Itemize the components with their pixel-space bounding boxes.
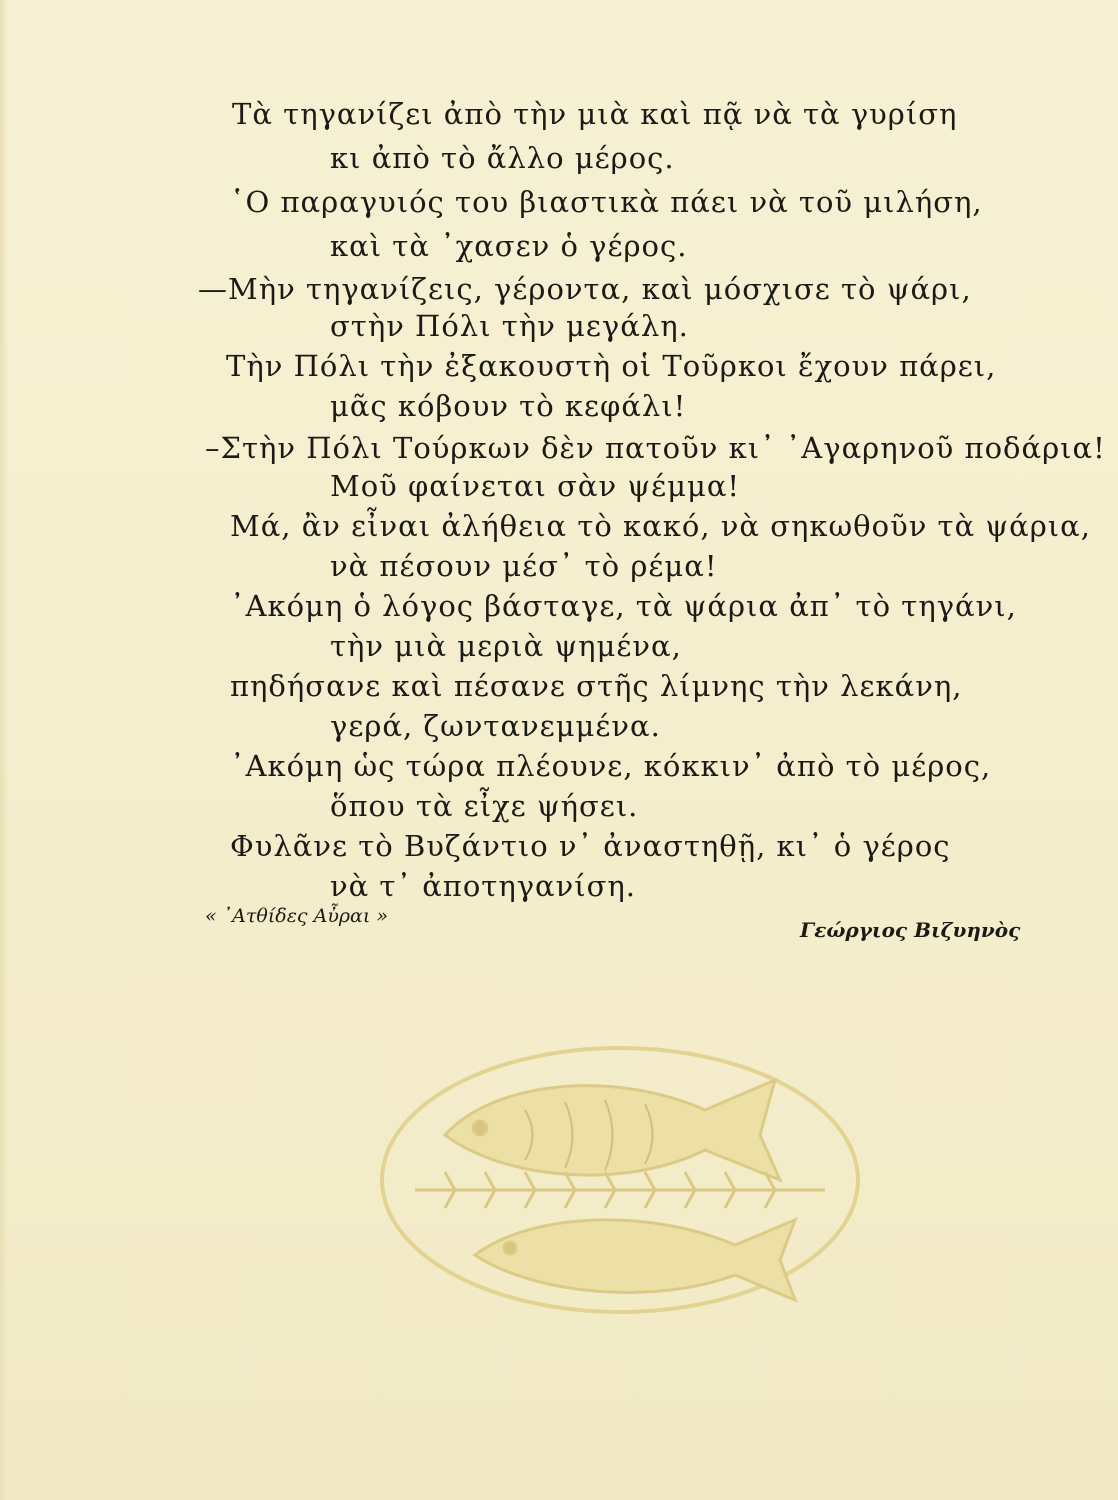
poem-line: ᾽Ακόμη ὁ λόγος βάσταγε, τὰ ψάρια ἀπ᾽ τὸ τηγάνι, [230,589,1017,623]
lower-fish-icon [475,1220,795,1300]
page-fold-shadow [0,0,8,1500]
poem-line: καὶ τὰ ᾽χασεν ὁ γέρος. [330,229,688,263]
poem-line: γερά, ζωντανεμμένα. [330,709,661,743]
poem-line: νὰ τ᾽ ἀποτηγανίση. [330,869,637,903]
poem-line: ῾Ο παραγυιός του βιαστικὰ πάει νὰ τοῦ μιλήση, [230,185,983,219]
poem-line: –Στὴν Πόλι Τούρκων δὲν πατοῦν κι᾽ ᾽Αγαρηνοῦ ποδάρια! [205,431,1106,465]
poem-line: Μοῦ φαίνεται σὰν ψέμμα! [330,469,741,503]
poem-line: πηδήσανε καὶ πέσανε στῆς λίμνης τὴν λεκάνη, [230,669,963,703]
source-credit: « ᾽Ατθίδες Αὖραι » [205,905,388,927]
poem-line: ὅπου τὰ εἶχε ψήσει. [330,789,639,823]
poem-line: Μά, ἂν εἶναι ἀλήθεια τὸ κακό, νὰ σηκωθοῦν τὰ ψάρια, [230,509,1091,543]
poem-line: κι ἀπὸ τὸ ἄλλο μέρος. [330,141,675,175]
poem-line: στὴν Πόλι τὴν μεγάλη. [330,309,689,343]
poem-line: Τὴν Πόλι τὴν ἐξακουστὴ οἱ Τοῦρκοι ἔχουν πάρει, [226,349,997,383]
fish-emblem-icon [375,1040,865,1320]
author-signature: Γεώργιος Βιζυηνὸς [800,918,1021,942]
upper-fish-icon [445,1080,780,1180]
poem-line: μᾶς κόβουν τὸ κεφάλι! [330,389,687,423]
poem-line: —Μὴν τηγανίζεις, γέροντα, καὶ μόσχισε τὸ ψάρι, [198,272,972,306]
poem-line: νὰ πέσουν μέσ᾽ τὸ ρέμα! [330,549,718,583]
poem-line: Φυλᾶνε τὸ Βυζάντιο ν᾽ ἀναστηθῇ, κι᾽ ὁ γέρος [230,829,951,863]
poem-line: ᾽Ακόμη ὡς τώρα πλέουνε, κόκκιν᾽ ἀπὸ τὸ μέρος, [230,749,992,783]
poem-line: Τὰ τηγανίζει ἀπὸ τὴν μιὰ καὶ πᾷ νὰ τὰ γυρίση [232,97,958,131]
branch-icon [415,1172,825,1208]
poem-line: τὴν μιὰ μεριὰ ψημένα, [330,629,682,663]
